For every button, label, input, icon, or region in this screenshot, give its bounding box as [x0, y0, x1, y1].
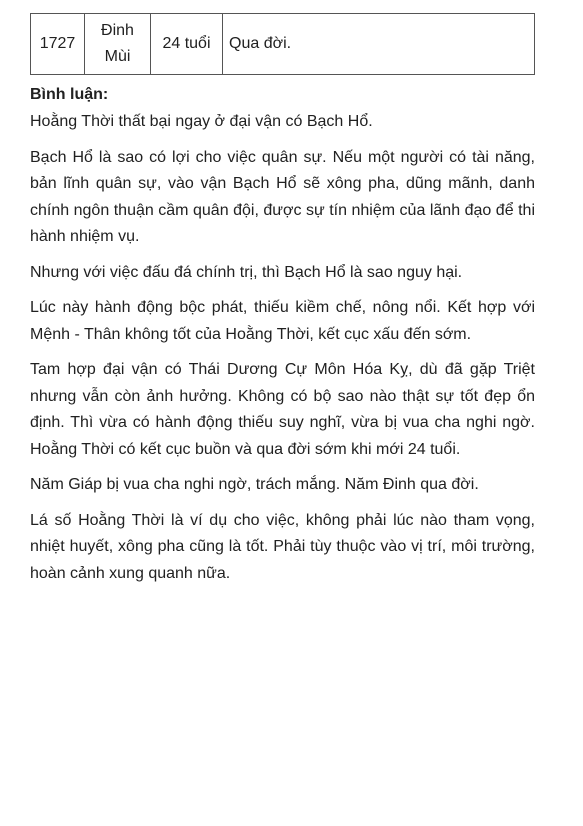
paragraph: Lúc này hành động bộc phát, thiếu kiềm chế, nông nổi. Kết hợp với Mệnh - Thân không tốt của Hoằng Thời, kết cục xấu đến sớm.: [30, 299, 535, 343]
commentary-heading: Bình luận:: [30, 86, 109, 103]
cell-age: 24 tuổi: [151, 14, 223, 75]
cell-event: Qua đời.: [223, 14, 535, 75]
paragraph: Năm Giáp bị vua cha nghi ngờ, trách mắng. Năm Đinh qua đời.: [30, 476, 479, 493]
timeline-table: [30, 13, 535, 75]
paragraph: Hoằng Thời thất bại ngay ở đại vận có Bạch Hổ.: [30, 113, 373, 130]
paragraph: Tam hợp đại vận có Thái Dương Cự Môn Hóa Kỵ, dù đã gặp Triệt nhưng vẫn còn ảnh hưởng. Không có bộ sao nào thật sự tốt đẹp ổn định. Thì vừa có hành động thiếu suy nghĩ, vừa bị vua cha nghi ngờ. Hoằng Thời có kết cục buồn và qua đời sớm khi mới 24 tuổi.: [30, 361, 535, 458]
cell-ganzhi: Đinh Mùi: [85, 14, 151, 75]
paragraph: Nhưng với việc đấu đá chính trị, thì Bạch Hổ là sao nguy hại.: [30, 263, 463, 281]
cell-year: 1727: [31, 14, 85, 75]
table-row: [31, 14, 535, 75]
paragraph: Bạch Hổ là sao có lợi cho việc quân sự. Nếu một người có tài năng, bản lĩnh quân sự, vào vận Bạch Hổ sẽ xông pha, dũng mãnh, danh chính ngôn thuận cầm quân đội, được sự tín nhiệm của lãnh đạo để thi hành nhiệm vụ.: [30, 148, 535, 245]
document-page: [30, 13, 535, 596]
paragraph: Lá số Hoằng Thời là ví dụ cho việc, không phải lúc nào tham vọng, nhiệt huyết, xông pha cũng là tốt. Phải tùy thuộc vào vị trí, môi trường, hoàn cảnh xung quanh nữa.: [30, 511, 535, 582]
